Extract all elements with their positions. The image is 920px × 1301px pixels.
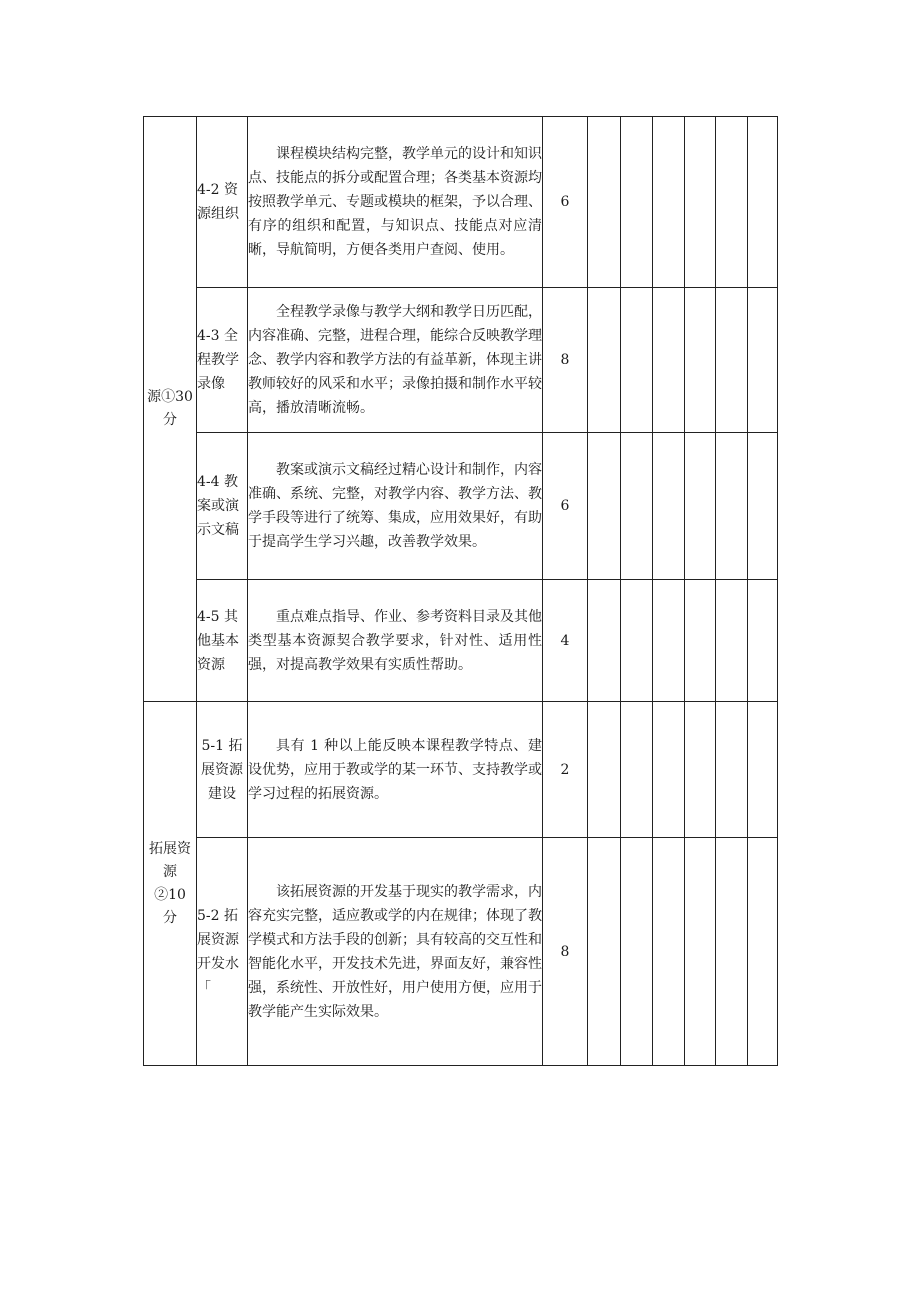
blank-cell xyxy=(748,288,778,433)
blank-cell xyxy=(588,288,621,433)
item-cell xyxy=(197,838,248,1066)
category-label: 源①30分 xyxy=(147,389,193,428)
blank-cell xyxy=(685,117,716,288)
category-cell xyxy=(144,702,197,1066)
blank-cell xyxy=(716,288,748,433)
blank-cell xyxy=(653,117,685,288)
description-text: 该拓展资源的开发基于现实的教学需求，内容充实完整，适应教或学的内在规律；体现了教学模式和方法手段的创新；具有较高的交互性和智能化水平，开发技术先进，界面友好，兼容性强，系统性、开放性好，用户使用方便，应用于教学能产生实际效果。 xyxy=(248,883,542,1020)
blank-cell xyxy=(685,838,716,1066)
table-row xyxy=(144,702,778,838)
blank-cell xyxy=(621,702,653,838)
item-label: 5-2 拓展资源开发水「 xyxy=(197,907,239,996)
score-cell xyxy=(543,702,588,838)
table-row xyxy=(144,580,778,702)
description-cell xyxy=(248,838,543,1066)
description-cell xyxy=(248,288,543,433)
score-value: 8 xyxy=(560,943,570,960)
item-label: 4-3 全程教学录像 xyxy=(197,328,239,392)
blank-cell xyxy=(653,288,685,433)
item-cell xyxy=(197,433,248,580)
blank-cell xyxy=(748,838,778,1066)
table-row xyxy=(144,433,778,580)
table-row xyxy=(144,117,778,288)
blank-cell xyxy=(621,288,653,433)
item-cell xyxy=(197,580,248,702)
item-cell xyxy=(197,117,248,288)
description-cell xyxy=(248,580,543,702)
blank-cell xyxy=(748,702,778,838)
blank-cell xyxy=(748,117,778,288)
blank-cell xyxy=(653,838,685,1066)
item-label: 4-2 资源组织 xyxy=(197,182,239,222)
blank-cell xyxy=(716,580,748,702)
blank-cell xyxy=(621,433,653,580)
score-value: 2 xyxy=(560,761,570,778)
blank-cell xyxy=(716,838,748,1066)
blank-cell xyxy=(685,702,716,838)
score-value: 6 xyxy=(560,498,570,514)
table-row xyxy=(144,838,778,1066)
description-text: 教案或演示文稿经过精心设计和制作，内容准确、系统、完整，对教学内容、教学方法、教学手段等进行了统筹、集成，应用效果好，有助于提高学生学习兴趣，改善教学效果。 xyxy=(248,462,542,550)
blank-cell xyxy=(621,117,653,288)
score-cell xyxy=(543,117,588,288)
blank-cell xyxy=(685,288,716,433)
blank-cell xyxy=(588,580,621,702)
score-value: 4 xyxy=(560,632,570,649)
evaluation-table xyxy=(143,116,778,1066)
blank-cell xyxy=(685,580,716,702)
description-cell xyxy=(248,702,543,838)
score-cell xyxy=(543,288,588,433)
blank-cell xyxy=(748,580,778,702)
description-text: 课程模块结构完整，教学单元的设计和知识点、技能点的拆分或配置合理；各类基本资源均按照教学单元、专题或模块的框架，予以合理、有序的组织和配置，与知识点、技能点对应清晰，导航简明，方便各类用户查阅、使用。 xyxy=(248,146,542,258)
blank-cell xyxy=(588,838,621,1066)
score-value: 8 xyxy=(560,352,570,368)
item-label: 4-4 教案或演示文稿 xyxy=(197,474,239,538)
score-cell xyxy=(543,580,588,702)
blank-cell xyxy=(716,702,748,838)
blank-cell xyxy=(621,838,653,1066)
description-text: 重点难点指导、作业、参考资料目录及其他类型基本资源契合教学要求，针对性、适用性强，对提高教学效果有实质性帮助。 xyxy=(248,608,542,673)
table-row xyxy=(144,288,778,433)
item-label: 5-1 拓展资源建设 xyxy=(201,737,243,802)
score-cell xyxy=(543,433,588,580)
category-label: 拓展资源②10分 xyxy=(149,840,191,926)
blank-cell xyxy=(588,117,621,288)
blank-cell xyxy=(653,433,685,580)
description-text: 具有 1 种以上能反映本课程教学特点、建设优势，应用于教或学的某一环节、支持教学或学习过程的拓展资源。 xyxy=(248,737,542,802)
item-cell xyxy=(197,702,248,838)
description-cell xyxy=(248,433,543,580)
blank-cell xyxy=(588,702,621,838)
blank-cell xyxy=(653,702,685,838)
blank-cell xyxy=(653,580,685,702)
blank-cell xyxy=(716,433,748,580)
description-cell xyxy=(248,117,543,288)
category-cell xyxy=(144,117,197,702)
blank-cell xyxy=(621,580,653,702)
blank-cell xyxy=(748,433,778,580)
blank-cell xyxy=(685,433,716,580)
blank-cell xyxy=(716,117,748,288)
score-cell xyxy=(543,838,588,1066)
item-cell xyxy=(197,288,248,433)
blank-cell xyxy=(588,433,621,580)
score-value: 6 xyxy=(560,194,570,210)
item-label: 4-5 其他基本资源 xyxy=(197,608,239,673)
description-text: 全程教学录像与教学大纲和教学日历匹配，内容准确、完整，进程合理，能综合反映教学理念、教学内容和教学方法的有益革新，体现主讲教师较好的风采和水平；录像拍摄和制作水平较高，播放清晰流畅。 xyxy=(248,304,542,416)
